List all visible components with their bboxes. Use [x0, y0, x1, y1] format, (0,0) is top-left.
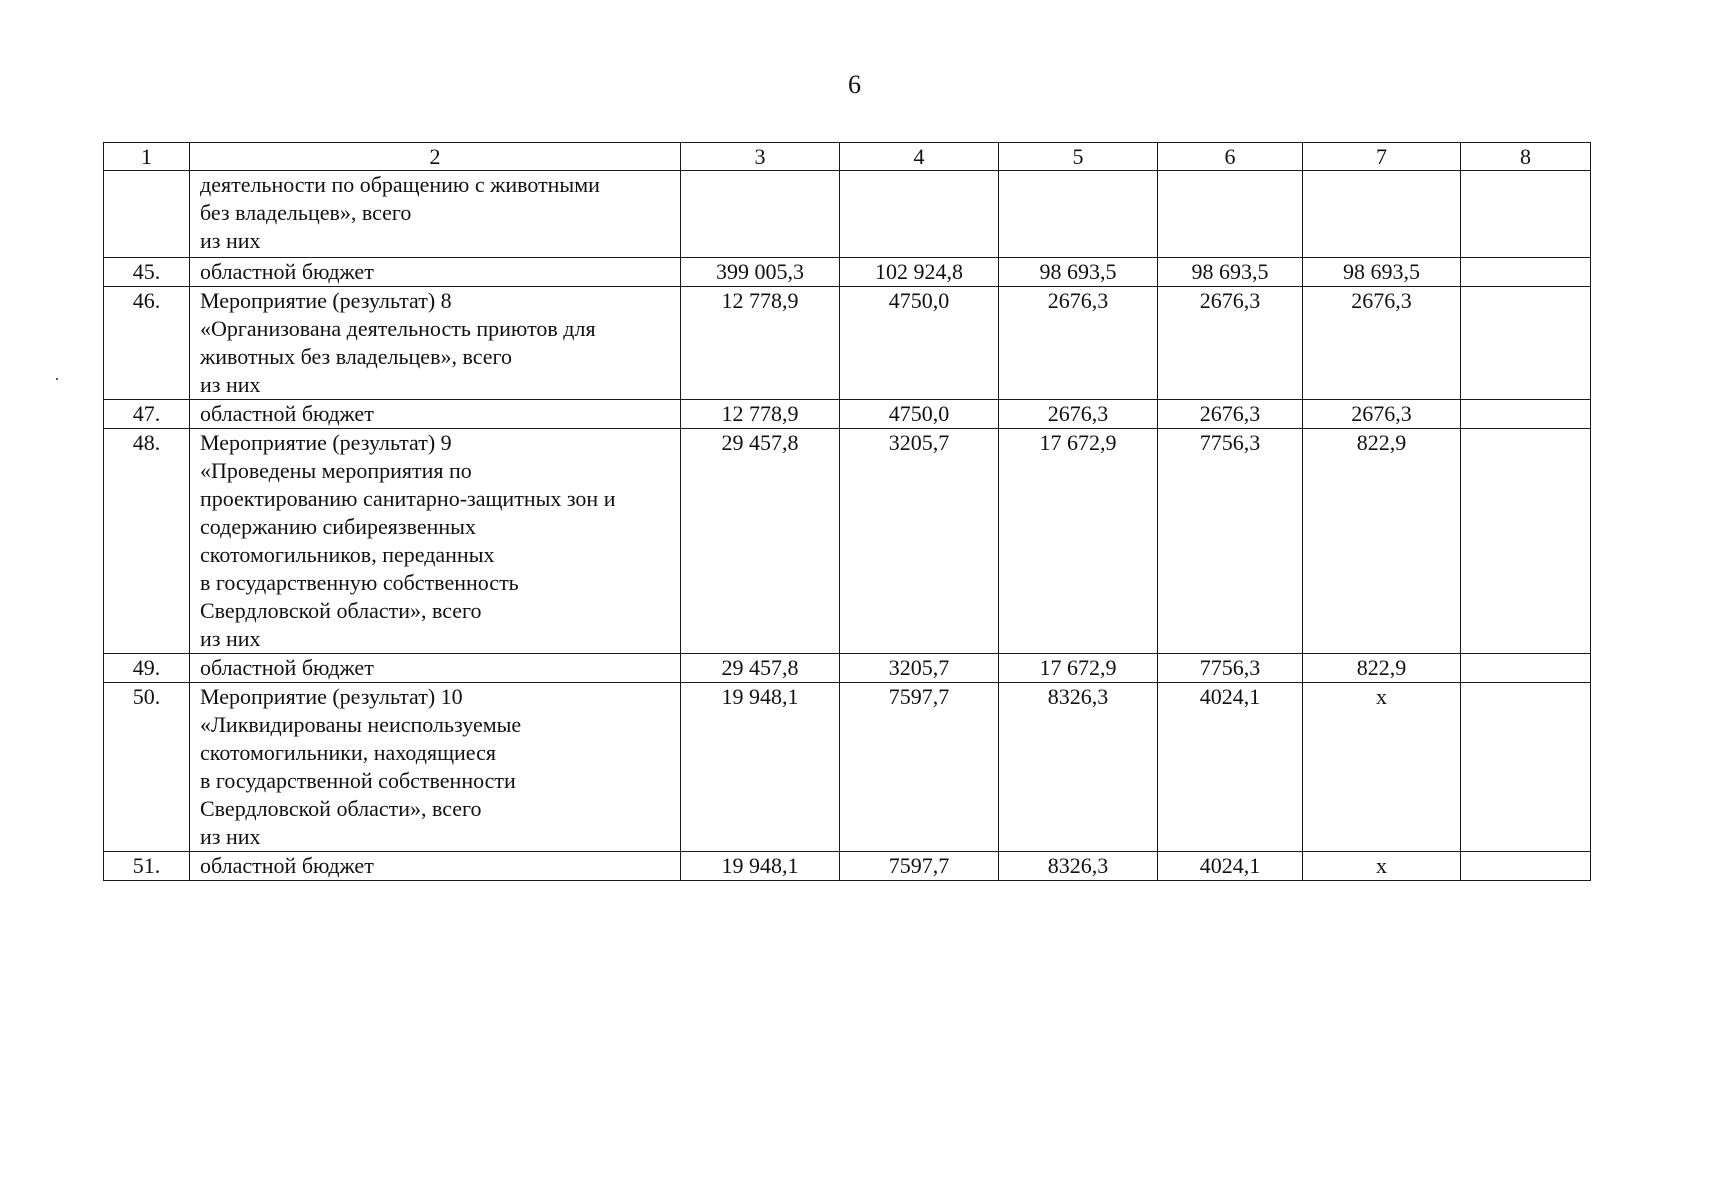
row-value-5: 98 693,5 — [999, 258, 1158, 287]
row-value-3: 19 948,1 — [681, 683, 840, 852]
row-value-5: 8326,3 — [999, 683, 1158, 852]
row-value-3 — [681, 171, 840, 258]
row-value-7: х — [1303, 683, 1461, 852]
row-number: 48. — [104, 429, 190, 654]
budget-table — [103, 142, 1591, 881]
row-value-4: 102 924,8 — [840, 258, 999, 287]
row-name: областной бюджет — [190, 852, 681, 881]
row-value-7: х — [1303, 852, 1461, 881]
row-value-8 — [1461, 171, 1591, 258]
row-value-8 — [1461, 654, 1591, 683]
row-value-3: 12 778,9 — [681, 287, 840, 400]
row-value-4 — [840, 171, 999, 258]
row-number: 46. — [104, 287, 190, 400]
column-header: 8 — [1461, 143, 1591, 171]
row-value-8 — [1461, 400, 1591, 429]
table-row — [104, 852, 1591, 881]
row-value-3: 19 948,1 — [681, 852, 840, 881]
row-value-8 — [1461, 429, 1591, 654]
row-value-5: 2676,3 — [999, 400, 1158, 429]
row-value-4: 7597,7 — [840, 852, 999, 881]
row-value-8 — [1461, 258, 1591, 287]
row-value-4: 7597,7 — [840, 683, 999, 852]
table-row — [104, 258, 1591, 287]
row-name: Мероприятие (результат) 8 «Организована деятельность приютов для животных без владельцев», всего из них — [190, 287, 681, 400]
row-value-6: 7756,3 — [1158, 654, 1303, 683]
row-value-8 — [1461, 287, 1591, 400]
row-name: Мероприятие (результат) 10 «Ликвидированы неиспользуемые скотомогильники, находящиеся в государственной собственности Свердловской области», всего из них — [190, 683, 681, 852]
row-value-5: 17 672,9 — [999, 429, 1158, 654]
row-value-7: 98 693,5 — [1303, 258, 1461, 287]
row-name: областной бюджет — [190, 654, 681, 683]
column-header: 1 — [104, 143, 190, 171]
table-header-row — [104, 143, 1591, 171]
row-number: 47. — [104, 400, 190, 429]
table-row — [104, 400, 1591, 429]
row-value-6 — [1158, 171, 1303, 258]
row-name: областной бюджет — [190, 258, 681, 287]
table-row — [104, 287, 1591, 400]
row-value-4: 3205,7 — [840, 429, 999, 654]
table-row — [104, 429, 1591, 654]
row-value-5 — [999, 171, 1158, 258]
row-value-6: 7756,3 — [1158, 429, 1303, 654]
column-header: 2 — [190, 143, 681, 171]
row-value-6: 4024,1 — [1158, 852, 1303, 881]
row-value-8 — [1461, 683, 1591, 852]
row-number: 50. — [104, 683, 190, 852]
table-row — [104, 683, 1591, 852]
row-number: 45. — [104, 258, 190, 287]
row-value-7 — [1303, 171, 1461, 258]
row-value-4: 4750,0 — [840, 400, 999, 429]
row-value-6: 2676,3 — [1158, 287, 1303, 400]
table-body — [104, 143, 1591, 881]
row-value-6: 4024,1 — [1158, 683, 1303, 852]
column-header: 5 — [999, 143, 1158, 171]
row-value-7: 2676,3 — [1303, 287, 1461, 400]
column-header: 4 — [840, 143, 999, 171]
row-name: деятельности по обращению с животными без владельцев», всего из них — [190, 171, 681, 258]
column-header: 7 — [1303, 143, 1461, 171]
row-name: областной бюджет — [190, 400, 681, 429]
row-value-3: 12 778,9 — [681, 400, 840, 429]
row-value-8 — [1461, 852, 1591, 881]
row-value-7: 822,9 — [1303, 654, 1461, 683]
row-value-5: 2676,3 — [999, 287, 1158, 400]
row-value-4: 4750,0 — [840, 287, 999, 400]
row-value-3: 29 457,8 — [681, 429, 840, 654]
column-header: 6 — [1158, 143, 1303, 171]
row-value-3: 29 457,8 — [681, 654, 840, 683]
row-value-7: 2676,3 — [1303, 400, 1461, 429]
row-number: 49. — [104, 654, 190, 683]
row-value-3: 399 005,3 — [681, 258, 840, 287]
row-value-5: 17 672,9 — [999, 654, 1158, 683]
row-value-4: 3205,7 — [840, 654, 999, 683]
row-number — [104, 171, 190, 258]
row-value-6: 2676,3 — [1158, 400, 1303, 429]
scan-speck — [56, 378, 58, 380]
row-value-6: 98 693,5 — [1158, 258, 1303, 287]
page-number: 6 — [848, 70, 861, 99]
row-value-5: 8326,3 — [999, 852, 1158, 881]
table-row — [104, 654, 1591, 683]
row-value-7: 822,9 — [1303, 429, 1461, 654]
row-name: Мероприятие (результат) 9 «Проведены мероприятия по проектированию санитарно-защитных зон и содержанию сибиреязвенных скотомогильников, переданных в государственную собственность Свердловской области», всего из них — [190, 429, 681, 654]
column-header: 3 — [681, 143, 840, 171]
row-number: 51. — [104, 852, 190, 881]
table-row — [104, 171, 1591, 258]
